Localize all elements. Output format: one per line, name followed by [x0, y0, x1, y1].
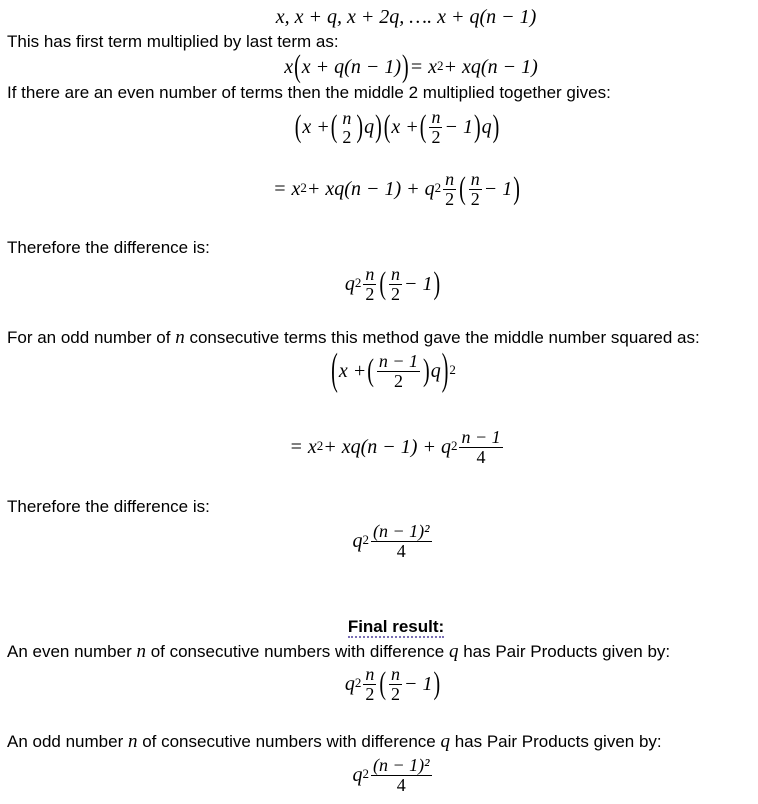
parenthesized-group: [383, 108, 501, 147]
denominator: 2: [365, 284, 375, 304]
denominator: 2: [391, 684, 400, 704]
math-text: − 1: [404, 673, 433, 695]
numerator: n: [365, 664, 375, 684]
math-text: q: [344, 673, 355, 695]
text-part: of consecutive numbers with difference: [137, 732, 441, 751]
superscript: 2: [300, 179, 307, 195]
right-paren: ): [492, 109, 500, 145]
math-text: q: [352, 764, 363, 786]
text-difference-even: Therefore the difference is:: [7, 238, 210, 257]
parenthesized-group: [378, 665, 441, 704]
math-text: q: [352, 530, 363, 552]
equation-even-middle-product: [18, 108, 758, 147]
numerator: n: [391, 264, 400, 284]
right-paren: ): [375, 109, 382, 145]
equation-sequence: [27, 6, 758, 29]
numerator: n: [431, 107, 441, 127]
text-even-middle: If there are an even number of terms then the middle 2 multiplied together gives:: [7, 83, 611, 102]
math-text: q: [481, 116, 492, 138]
math-text: x +: [302, 116, 330, 138]
math-expression: [345, 265, 441, 304]
fraction: [340, 109, 353, 147]
fraction: [469, 170, 482, 209]
text-odd-middle: [7, 328, 700, 348]
left-paren: (: [419, 109, 427, 145]
parenthesized-group: [378, 265, 441, 304]
equation-even-difference: [14, 265, 758, 304]
text-even-result: [7, 642, 670, 662]
right-paren: ): [433, 666, 441, 702]
math-expression: [352, 756, 433, 795]
var-n: n: [136, 641, 146, 662]
fraction: [459, 428, 502, 467]
math-text: = x: [409, 56, 438, 78]
fraction: [429, 108, 442, 147]
left-paren: (: [294, 49, 301, 85]
equation-odd-middle-squared: [14, 346, 758, 395]
numerator: (n − 1)²: [372, 521, 430, 541]
left-paren: (: [330, 109, 338, 145]
denominator: 2: [470, 189, 480, 209]
denominator: 2: [391, 284, 400, 304]
parenthesized-group: [366, 352, 431, 391]
denominator: 2: [342, 126, 352, 147]
right-paren: ): [513, 171, 520, 207]
fraction: [389, 265, 402, 304]
fraction: [363, 265, 376, 304]
math-text: x, x + q, x + 2q, …. x + q(n − 1): [275, 6, 537, 28]
numerator: n − 1: [461, 427, 501, 447]
denominator: 4: [476, 447, 486, 467]
parenthesized-group: [330, 346, 449, 395]
text-odd-result: [7, 732, 662, 752]
numerator: n: [445, 169, 455, 189]
var-n: n: [127, 731, 138, 752]
denominator: 4: [396, 541, 406, 561]
math-text: − 1: [483, 178, 513, 200]
math-text: x +: [391, 116, 419, 138]
equation-even-result: [14, 665, 758, 704]
fraction: [389, 665, 402, 704]
var-q: q: [448, 641, 459, 662]
fraction: [377, 352, 420, 391]
math-text: − 1: [444, 116, 473, 138]
superscript: 2: [362, 531, 369, 547]
superscript: 2: [354, 674, 362, 690]
math-text: x +: [338, 360, 367, 382]
math-text: + xq(n − 1) + q: [306, 178, 435, 200]
denominator: 2: [365, 684, 375, 704]
denominator: 2: [431, 127, 441, 147]
numerator: n: [342, 107, 352, 128]
text-difference-odd: Therefore the difference is:: [7, 497, 210, 516]
denominator: 4: [396, 775, 406, 795]
text-part: An odd number: [7, 732, 128, 751]
text-part: consecutive terms this method gave the middle number squared as:: [184, 328, 700, 347]
superscript: 2: [450, 437, 458, 453]
superscript: 2: [449, 361, 456, 377]
math-expression: [345, 665, 441, 704]
var-n: n: [175, 327, 185, 348]
right-paren: ): [356, 109, 364, 145]
fraction: [371, 522, 432, 561]
left-paren: (: [383, 109, 391, 145]
math-text: + xq(n − 1) + q: [323, 436, 451, 458]
left-paren: (: [367, 353, 374, 389]
equation-odd-difference: [14, 522, 758, 561]
numerator: (n − 1)²: [372, 755, 430, 775]
parenthesized-group: [293, 49, 410, 85]
denominator: 2: [445, 189, 455, 209]
left-paren: (: [379, 666, 386, 702]
math-text: = x: [273, 178, 301, 200]
parenthesized-group: [294, 109, 383, 147]
math-expression: [273, 170, 521, 209]
math-text: − 1: [404, 273, 433, 295]
math-text: = x: [289, 436, 317, 458]
right-paren: ): [441, 346, 449, 395]
final-result-label: Final result:: [347, 617, 445, 636]
math-expression: [276, 6, 537, 29]
left-paren: (: [294, 109, 302, 145]
equation-odd-result: [14, 756, 758, 795]
left-paren: (: [379, 266, 386, 302]
superscript: 2: [437, 57, 444, 73]
text-first-times-last: This has first term multiplied by last term as:: [7, 32, 339, 51]
fraction: [443, 170, 456, 209]
math-text: x: [284, 56, 294, 78]
numerator: n − 1: [378, 351, 419, 371]
math-text: + xq(n − 1): [443, 56, 538, 78]
numerator: n: [470, 169, 480, 189]
right-paren: ): [402, 49, 409, 85]
left-paren: (: [331, 346, 338, 395]
right-paren: ): [473, 109, 481, 145]
superscript: 2: [354, 274, 362, 290]
text-part: has Pair Products given by:: [458, 642, 671, 661]
superscript: 2: [434, 179, 442, 195]
equation-odd-expansion: [18, 428, 758, 467]
fraction: [363, 665, 376, 704]
parenthesized-group: [458, 170, 521, 209]
left-paren: (: [459, 171, 466, 207]
math-text: x + q(n − 1): [301, 56, 401, 78]
numerator: n: [391, 664, 400, 684]
text-part: has Pair Products given by:: [449, 732, 662, 751]
text-part: of consecutive numbers with difference: [145, 642, 449, 661]
denominator: 2: [393, 371, 403, 391]
math-expression: [330, 346, 456, 395]
math-text: q: [364, 116, 375, 138]
text-part: An even number: [7, 642, 137, 661]
math-expression: [294, 108, 501, 147]
equation-even-expansion: [18, 170, 758, 209]
final-result-heading: [17, 617, 758, 637]
math-expression: [284, 49, 538, 85]
math-expression: [352, 522, 433, 561]
equation-first-last-product: [32, 49, 758, 85]
parenthesized-group: [330, 109, 364, 147]
text-part: For an odd number of: [7, 328, 176, 347]
fraction: [371, 756, 432, 795]
superscript: 2: [316, 437, 324, 453]
right-paren: ): [433, 266, 441, 302]
right-paren: ): [423, 353, 430, 389]
var-q: q: [440, 731, 450, 752]
parenthesized-group: [419, 108, 482, 147]
math-expression: [289, 428, 504, 467]
numerator: n: [365, 264, 375, 284]
superscript: 2: [362, 765, 369, 781]
math-text: q: [430, 360, 441, 382]
math-text: q: [344, 273, 355, 295]
